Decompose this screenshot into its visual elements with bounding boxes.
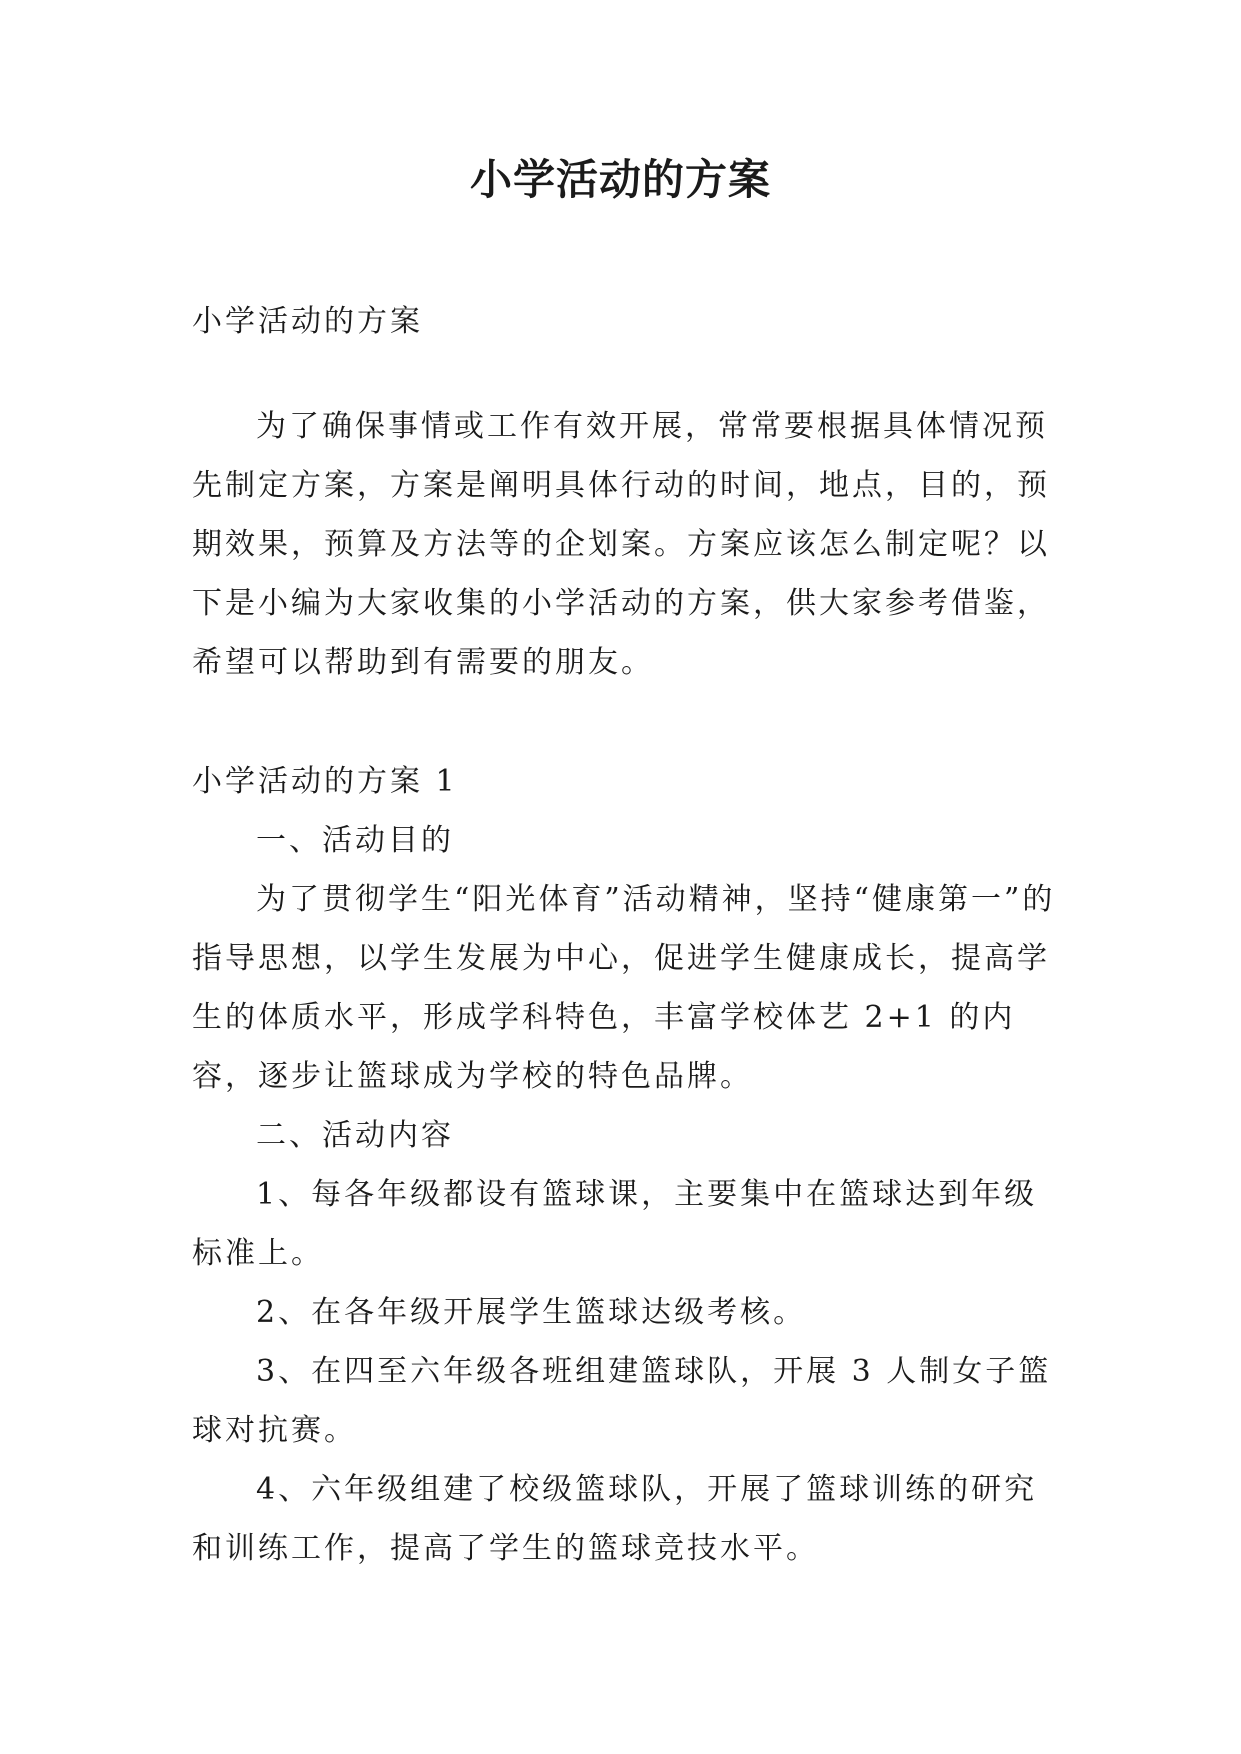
part-heading-content: 二、活动内容	[256, 1118, 454, 1153]
document-subtitle: 小学活动的方案	[192, 304, 423, 339]
document-title: 小学活动的方案	[469, 155, 771, 204]
document-body	[192, 292, 1062, 1578]
content-item: 2、在各年级开展学生篮球达级考核。	[256, 1295, 807, 1330]
content-item: 4、六年级组建了校级篮球队，开展了篮球训练的研究和训练工作，提高了学生的篮球竞技水平。	[192, 1472, 1038, 1566]
spacer	[192, 351, 1062, 397]
purpose-paragraph: 为了贯彻学生“阳光体育”活动精神，坚持“健康第一”的指导思想，以学生发展为中心，促进学生健康成长，提高学生的体质水平，形成学科特色，丰富学校体艺 2+1 的内容，逐步让篮球成为学校的特色品牌。	[192, 882, 1056, 1094]
part-heading-purpose: 一、活动目的	[256, 823, 454, 858]
section-heading: 小学活动的方案 1	[192, 764, 458, 799]
intro-paragraph: 为了确保事情或工作有效开展，常常要根据具体情况预先制定方案，方案是阐明具体行动的时间，地点，目的，预期效果，预算及方法等的企划案。方案应该怎么制定呢？以下是小编为大家收集的小学活动的方案，供大家参考借鉴，希望可以帮助到有需要的朋友。	[192, 409, 1050, 680]
content-item: 1、每各年级都设有篮球课，主要集中在篮球达到年级标准上。	[192, 1177, 1038, 1271]
spacer	[192, 692, 1062, 752]
content-item: 3、在四至六年级各班组建篮球队，开展 3 人制女子篮球对抗赛。	[192, 1354, 1052, 1448]
